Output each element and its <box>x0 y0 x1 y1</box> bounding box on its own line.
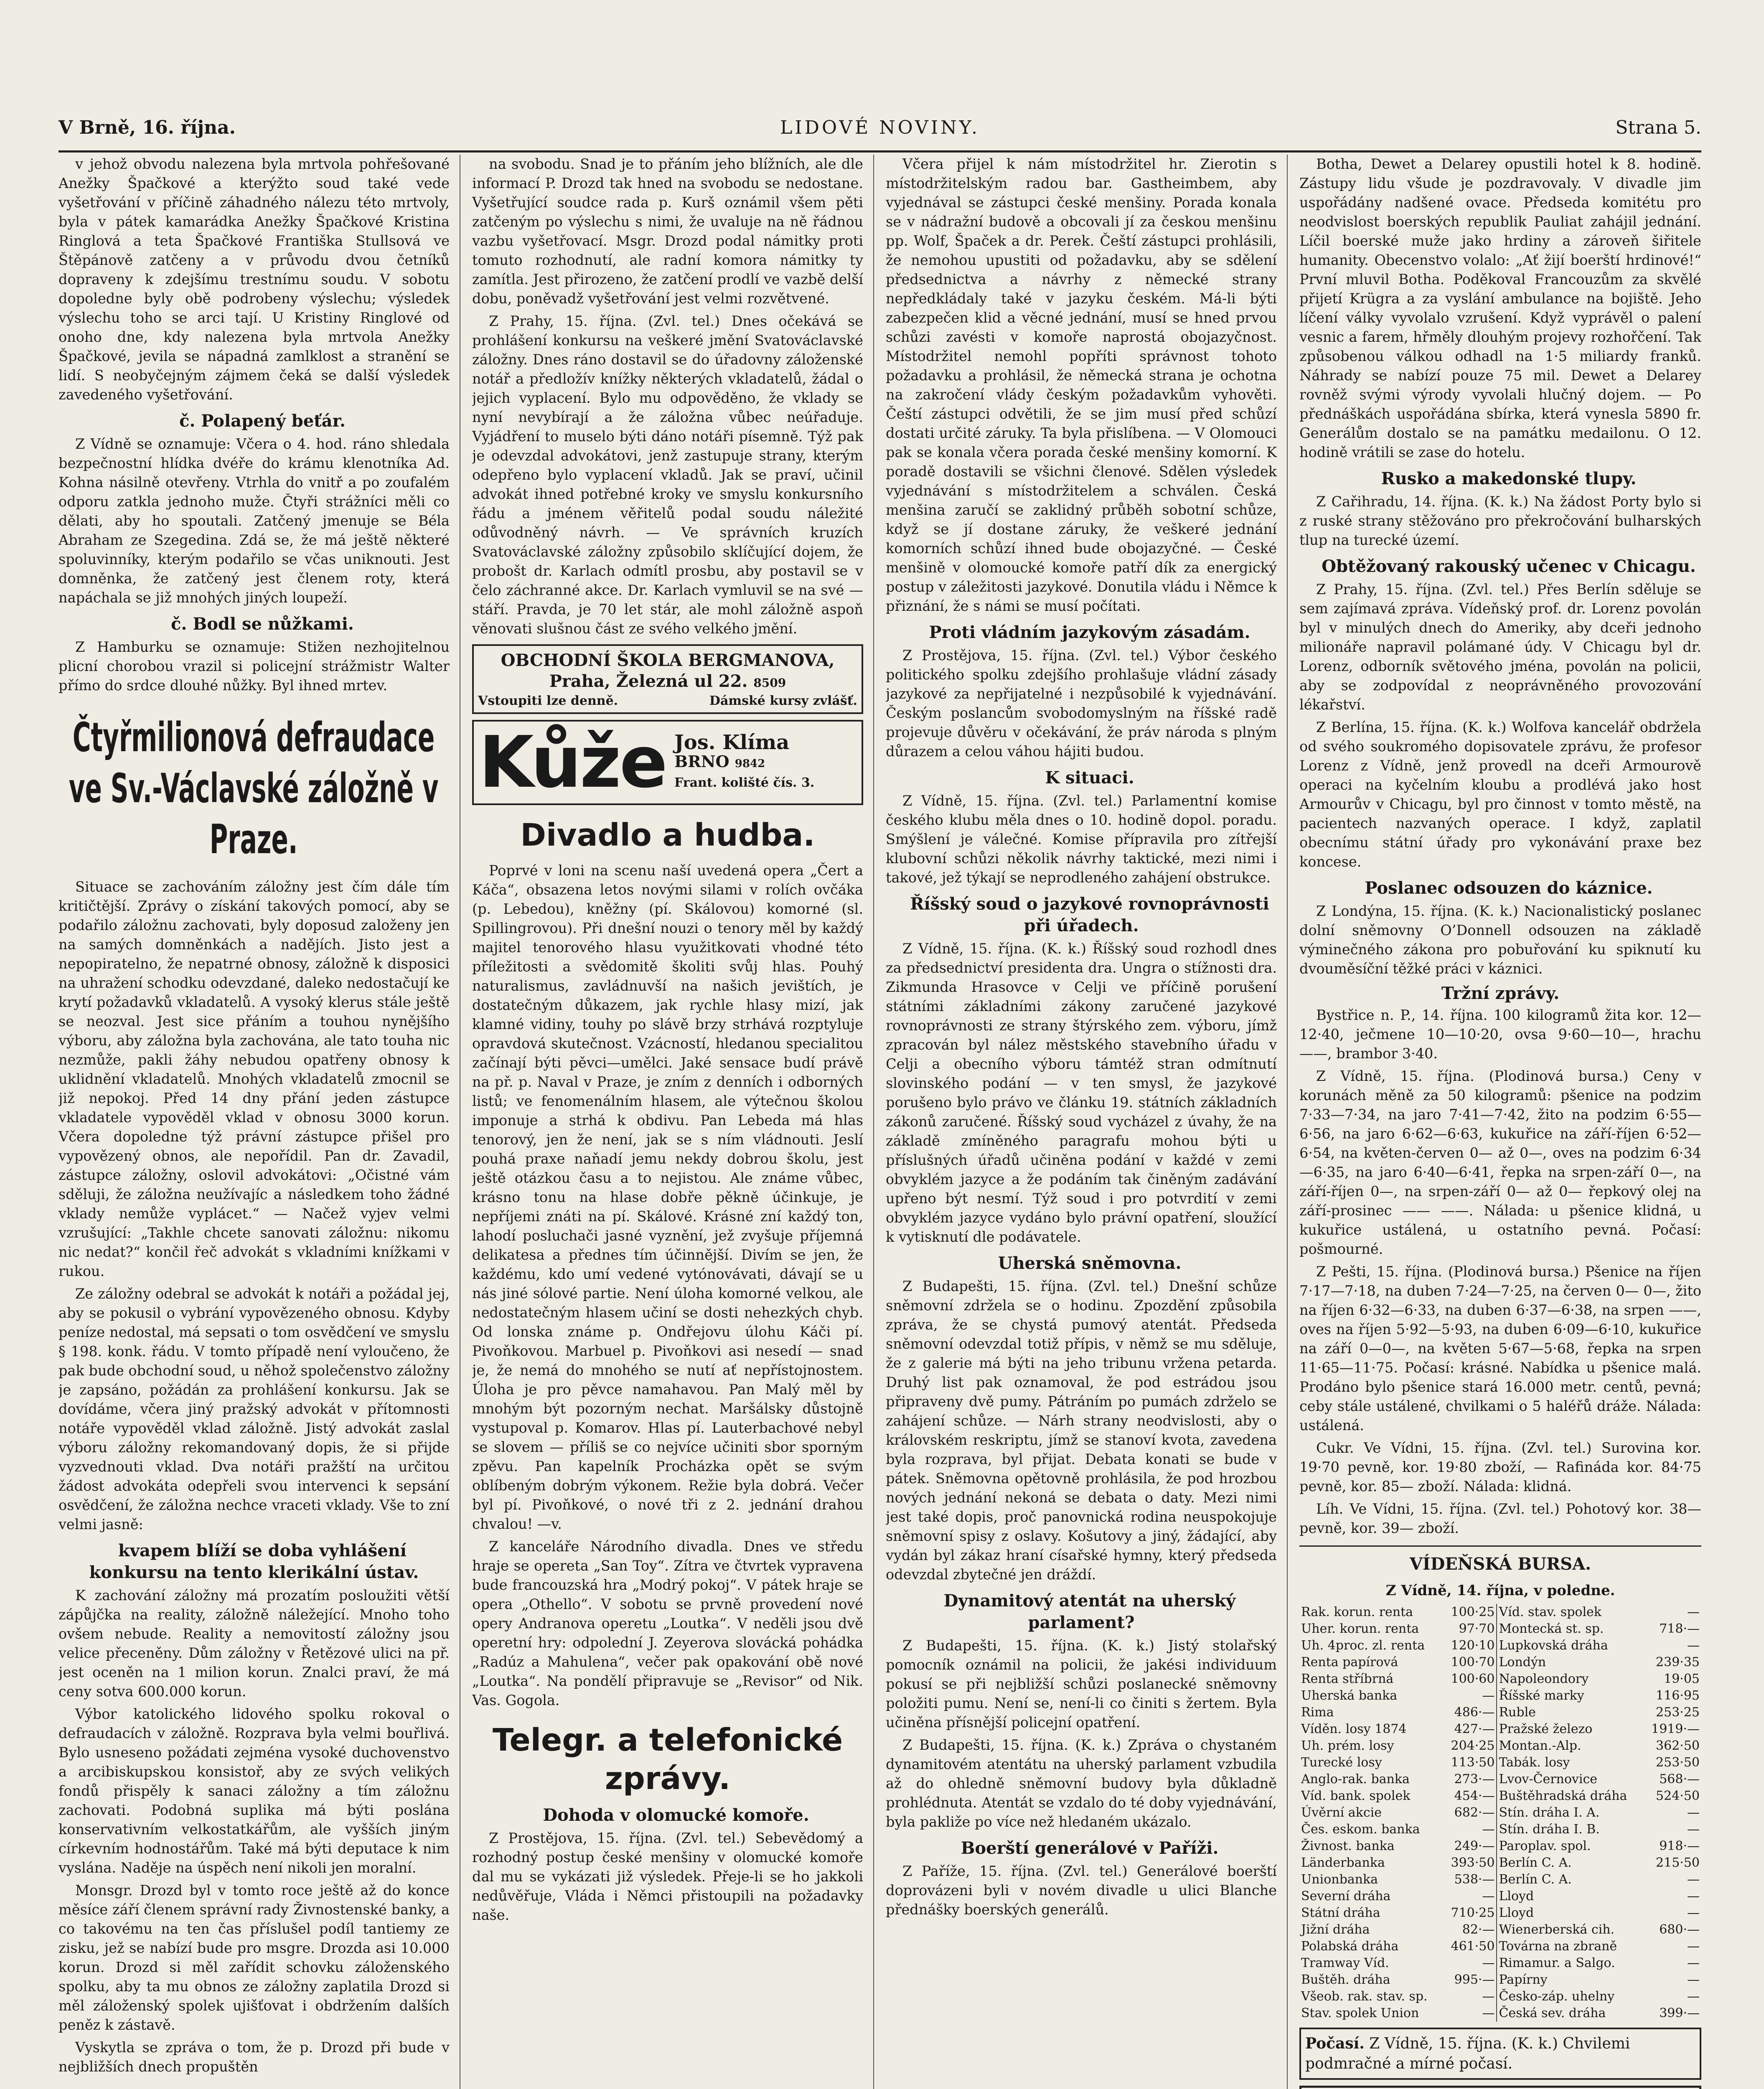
bourse-row <box>1299 1754 1701 1771</box>
bourse-row <box>1299 1921 1701 1938</box>
bourse-value: 204·25 <box>1444 1738 1497 1754</box>
bourse-row <box>1299 1988 1701 2005</box>
article-opera: Poprvé v loni na scenu naší uvedená opera „Čert a Káča“, obsazena letos novými silami v rolích ovčáka (p. Lebedou), kněžny (pí. Skálovou) komorné (sl. Spillingrovou). Při dnešní nouzi o tenory měl by každý majitel tenorového hlasu využitkovati vhodné této příležitosti a svědomitě školiti svůj hlas. Pouhý naturalismus, zavládnuvší na našich jevištích, je dostatečným důkazem, jak rychle hlasy mizí, jak klamné vidiny, touhy po slávě brzy strhává rozptyluje opravdová skutečnost. Vzácností, hledanou specialitou začínají býti pěvci—umělci. Jaké sensace budí právě na př. p. Naval v Praze, je zním z denních i odborných listů; ve fenomenálním hlasem, ale výtečnou školou imponuje a strhá k obdivu. Pan Lebeda má hlas tenorový, jen že není, jak se s ním vládnouti. Jeslí pouhá praxe naňadí jemu nekdy dobrou školu, jest ještě otázkou času a to nejistou. Ale známe vůbec, krásno tonu na hlase dobře pěkně účinkuje, je nepříjemi znáti na pí. Skálové. Krásné zní každý ton, lahodí posluchači jasné vyznění, jež zvyšuje příjemná delikatesa a přednes tím účinnější. Divím se jen, že každému, kdo umí vedené vytónovávati, dávají se u nás jiné sólové partie. Není úloha komorné velkou, ale nedostatečným hlasem učiní se dosti nehezkých chyb. Od lonska známe p. Ondřejovu úlohu Káči pí. Pivoňkovou. Marbuel p. Pivoňkovi asi nesedí — snad je, že nemá do mnohého se nutí ať nepřístojnostem. Úloha je pro pěvce namahavou. Pan Malý měl by mnohým být pozorným nechat. Maršálsky důstojně vystupoval p. Komarov. Hlas pí. Lauterbachové nebyl se slovem — příliš se co nejvíce učiniti sbor sporným zpěvu. Pan kapelník Procházka opět se svým oblíbeným dobrým výkonem. Režie byla dobrá. Večer byl pí. Pivoňkové, o nové tři z 2. jednání drahou chvalou! —v. <box>472 862 863 1532</box>
bourse-name: Länderbanka <box>1301 1855 1385 1870</box>
ad-school-number: 8509 <box>753 676 786 690</box>
article-dohoda: Z Prostějova, 15. října. (Zvl. tel.) Sebevědomý a rozhodný postup české menšiny v olomucké komoře dal mu se vykázati již výsledek. Přeje-li se ho jakkoli nedůvěřuje, Vláda i Němci přistoupili na požadavky naše. <box>472 1830 863 1923</box>
subhead-situace: K situaci. <box>1045 768 1134 788</box>
bourse-name: Renta stříbrná <box>1301 1672 1394 1686</box>
market-viden: Z Vídně, 15. října. (Plodinová bursa.) Ceny v korunách měně za 50 kilogramů: pšenice na podzim 7·33—7·34, na jaro 7·41—7·42, žito na podzim 6·55—6·56, na jaro 6·62—6·63, kukuřice na září-říjen 6·52—6·54, na květen-červen 0— až 0—, oves na podzim 6·34—6·35, na jaro 6·40—6·41, řepka na srpen-září 0—, na září-říjen 0—, na srpen-září 0— až 0— řepkový olej na září-prosinec —— ——. Nálada: u pšenice klidná, u kukuřice ustálená, u ostatního pevná. Počasí: pošmourné. <box>1299 1068 1701 1257</box>
ad-kuze-street: Frant. kolišté čís. 3. <box>674 775 815 790</box>
bourse-value: 538·— <box>1444 1871 1497 1888</box>
column-4 <box>1299 155 1701 2089</box>
bourse-name: Lupkovská dráha <box>1499 1638 1608 1653</box>
ad-kuze-firm <box>674 730 815 793</box>
bourse-value: 253·25 <box>1656 1705 1700 1720</box>
ad-school-right: Dámské kursy zvlášť. <box>709 694 857 708</box>
bourse-name: Víděn. losy 1874 <box>1301 1722 1407 1736</box>
article-kaznice: Z Londýna, 15. října. (K. k.) Nacionalistický poslanec dolní sněmovny O’Donnell odsouzen na základě výminečného zákona pro pobuřování ku spiknutí ku dvouměsíční těžké práci v káznici. <box>1299 903 1701 977</box>
ad-exhibit <box>1299 2086 1701 2089</box>
bourse-row <box>1299 1972 1701 1988</box>
subhead-atentat: Dynamitový atentát na uherský parlament? <box>943 1591 1236 1632</box>
bourse-name: Unionbanka <box>1301 1872 1378 1887</box>
bourse-value: 253·50 <box>1656 1755 1700 1770</box>
bourse-value: 995·— <box>1444 1972 1497 1988</box>
emphasis-konkurs: kvapem blíží se doba vyhlášení konkursu na tento klerikální ústav. <box>89 1541 419 1582</box>
subhead-uherska-snemovna: Uherská sněmovna. <box>998 1253 1182 1273</box>
subhead-betar: č. Polapený beťár. <box>179 411 346 431</box>
ad-kuze-word: Kůže <box>479 721 666 804</box>
bourse-name: Tabák. losy <box>1499 1755 1570 1770</box>
bourse-name: Tramway Víd. <box>1301 1956 1389 1970</box>
bourse-name: Polabská dráha <box>1301 1939 1399 1954</box>
subhead-boerove: Boerští generálové v Paříži. <box>961 1838 1219 1858</box>
ad-kuze <box>472 720 863 805</box>
bourse-name: Berlín C. A. <box>1499 1872 1572 1887</box>
bourse-value: 710·25 <box>1444 1905 1497 1921</box>
bourse-value: — <box>1444 2005 1497 2022</box>
bourse-value: 116·95 <box>1656 1688 1700 1703</box>
bourse-name: Čes. eskom. banka <box>1301 1822 1420 1837</box>
bourse-row <box>1299 1821 1701 1838</box>
bourse-row <box>1299 1637 1701 1654</box>
article-risky-soud: Z Vídně, 15. října. (K. k.) Říšský soud rozhodl dnes za předsednictví presidenta dra. Ungra o stížnosti dra. Zikmunda Hrasovce v Celji ve příčině porušení státními základními zákony zaručené jazykové rovnoprávnosti ze strany štýrského zem. výboru, jímž zpracován byl nález městského stavebního úřadu v Celji a obecního výboru támtéž stran odmítnutí slovinského podání — v ten smysl, že jazykové porušeno bylo právo ve článku 19. státních základních zákonů zaručené. Říšský soud vycházel z úvahy, že na základě zmíněného paragrafu mohou býti u příslušných úřadů učiněna podání v každé v zemi obvyklém jazyce a že podáním tak činěným zadávání upřeno být nesmí. Týž soud i pro potvrdití v zemi obvyklém jazyce vydáno bylo právní opatření, sloužící k vytisknutí dle podávatele. <box>886 940 1277 1245</box>
bourse-name: Víd. bank. spolek <box>1301 1789 1411 1803</box>
subhead-risky-soud: Říšský soud o jazykové rovnoprávnosti při úřadech. <box>910 894 1269 935</box>
ad-obchodni-skola <box>472 644 863 714</box>
bourse-value: 100·60 <box>1444 1671 1497 1687</box>
article-defraudace-1: Situace se zachováním záložny jest čím dále tím kritičtější. Zprávy o získání takových pomocí, aby se podařilo záložnu zachovati, byly doposud založeny jen na samých domněnkách a nadějích. Jisto jest a nepopiratelno, že nepatrné obnosy, záložně k disposici na uhražení schodku odevzdané, daleko nedostačují ke krytí požadavků vkladatelů. A vysoký klerus stále ještě se neozval. Jest sice přáním a touhou nynějšího výboru, aby záložna byla zachována, ale tato touha nic nezmůže, pakli žáhy nebudou opatřeny obnosy k uklidnění vkladatelů. Mnohých vkladatelů zmocnil se již nepokoj. Před 14 dny přání jeden zástupce vkladatele vypověděl vklad v obnosu 3000 korun. Včera dopoledne týž právní zástupce přišel pro vypovězený obnos, ale nepořídil. Pan dr. Zavadil, zástupce záložny, oslovil advokátovi: „Očistné vám sděluji, že záložna neužívajíc a následkem toho žádné vklady nemůže vyplácet.“ — Načež vyjev velmi vzrušující: „Takhle chcete sanovati záložnu: nikomu nic nedat?“ končil řeč advokát s vkladními knížkami v rukou. <box>58 879 450 1279</box>
bourse-name: Severní dráha <box>1301 1889 1391 1903</box>
bourse-name: Ruble <box>1499 1705 1536 1720</box>
bourse-value: — <box>1444 1888 1497 1905</box>
article-lorenz-2: Z Berlína, 15. října. (K. k.) Wolfova kancelář obdržela od svého soukromého dopisovatele zprávu, že profesor Lorenz z Vídně, jenž provedl na dceři Armourově operaci na kyčelním kloubu a prodlévá jako host Armourův v Chicagu, byl pro činnost v tomto městě, na pacientech nazvaných operace. I když, zaplatil obecnímu státní úřady pro vykonávání praxe bez koncese. <box>1299 719 1701 870</box>
bourse-row <box>1299 1855 1701 1871</box>
market-cukr: Cukr. Ve Vídni, 15. října. (Zvl. tel.) Surovina kor. 19·70 pevně, kor. 19·80 zboží, — Rafináda kor. 84·75 pevně, kor. 85— zboží. Nálada: klidná. <box>1299 1440 1701 1494</box>
bourse-value: 120·10 <box>1444 1637 1497 1654</box>
bourse-value: — <box>1687 1638 1700 1653</box>
weather-text: Z Vídně, 15. října. (K. k.) Chvilemi podmračné a mírné počasí. <box>1305 2035 1630 2072</box>
bourse-value: 100·25 <box>1444 1604 1497 1621</box>
bourse-value: — <box>1687 1822 1700 1837</box>
bourse-row <box>1299 1888 1701 1905</box>
bourse-value: 215·50 <box>1656 1855 1700 1870</box>
bourse-row <box>1299 1738 1701 1754</box>
article-komora: Včera přijel k nám místodržitel hr. Zierotin s místodržitelským radou bar. Gastheimbem, aby vyjednával se zástupci české menšiny. Porada konala se v nádražní budově a obcovali jí za českou menšinu pp. Wolf, Špaček a dr. Perek. Čeští zástupci prohlásili, že nemohou upustiti od požadavku, aby se sdělení předsednictva a návrhy z německé strany nepředkládaly také v jazyku českém. Má-li býti zabezpečen klid a věcné jednání, musí se hned prvou schůzi zavésti v komoře naprostá obojazyčnost. Místodržitel nemohl popříti správnost tohoto požadavku a prohlásil, že německá strana je ochotna na zakročení vlády českým požadavkům vyhověti. Čeští zástupci odvětili, že se jim musí před schůzí dostati určité záruky. Ta byla přislíbena. — V Olomouci pak se konala včera porada české menšiny komorní. K poradě dostavili se všichni členové. Sdělen výsledek vyjednávání s místodržitelem a schválen. Česká menšina zaručí se zaklidný průběh sobotní schůze, když se jí dostane záruky, že veškeré jednání komorních schůzí ihned bude obojazyčné. — České menšině v olomoucké komoře patří dík za energický postup v záležitosti jazykové. Donutila vládu i Němce k přiznání, že s námi se musí počítati. <box>886 156 1277 614</box>
bourse-name: Londýn <box>1499 1655 1546 1670</box>
bourse-value: — <box>1687 1972 1700 1987</box>
bourse-name: Uher. korun. renta <box>1301 1621 1419 1636</box>
article-defraudace-6: Vyskytla se zpráva o tom, že p. Drozd při bude v nejbližších dnech propuštěn <box>58 2039 450 2075</box>
bourse-value: — <box>1687 1906 1700 1920</box>
bourse-name: Turecké losy <box>1301 1755 1382 1770</box>
bourse-value: 399·— <box>1659 2006 1700 2020</box>
bourse-row <box>1299 1604 1701 1621</box>
bourse-name: Česko-záp. uhelny <box>1499 1989 1615 2004</box>
bourse-value: 239·35 <box>1656 1655 1700 1670</box>
ad-school-street: Praha, Železná ul 22. <box>549 671 748 691</box>
ad-school-left: Vstoupiti lze denně. <box>478 694 618 708</box>
bourse-name: Státní dráha <box>1301 1906 1380 1920</box>
bourse-name: Lloyd <box>1499 1906 1534 1920</box>
ad-school-address <box>478 671 857 694</box>
column-3 <box>886 155 1288 2089</box>
ad-school-name: OBCHODNÍ ŠKOLA BERGMANOVA, <box>501 651 835 670</box>
bourse-name: Živnost. banka <box>1301 1839 1395 1853</box>
article-narodni-divadlo: Z kanceláře Národního divadla. Dnes ve středu hraje se opereta „San Toy“. Zítra ve čtvrtek vypravena bude francouzská hra „Modrý pokoj“. V pátek hraje se opera „Othello“. V sobotu se prvně provedení nové opery Andranova operetu „Loutka“. V neděli jsou dvě operetní hry: odpolední J. Zeyerova slovácká pohádka „Radúz a Mahulena“, večer pak opakování obě nové „Loutka“. Na pondělí připravuje se „Revisor“ od Nik. Vas. Gogola. <box>472 1538 863 1708</box>
bourse-name: Česká sev. dráha <box>1499 2006 1606 2020</box>
bourse-row <box>1299 1804 1701 1821</box>
bourse-heading: VÍDEŇSKÁ BURSA. <box>1409 1554 1591 1574</box>
headline-divadlo: Divadlo a hudba. <box>520 817 815 853</box>
bourse-name: Říšské marky <box>1499 1688 1584 1703</box>
bourse-name: Rimamur. a Salgo. <box>1499 1956 1615 1970</box>
bourse-value: — <box>1444 1988 1497 2005</box>
bourse-row <box>1299 1771 1701 1788</box>
subhead-jazykove-zasady: Proti vládním jazykovým zásadám. <box>929 623 1251 642</box>
bourse-value: 362·50 <box>1656 1738 1700 1753</box>
market-pest: Z Pešti, 15. října. (Plodinová bursa.) Pšenice na říjen 7·17—7·18, na duben 7·24—7·25, na červen 0— 0—, žito na říjen 6·32—6·33, na duben 6·37—6·38, na srpen ——, oves na říjen 5·92—5·93, na duben 6·09—6·10, kukuřice na září 0—0—, na květen 5·67—5·68, řepka na srpen 11·65—11·75. Počasí: krásné. Nabídka u pšenice malá. Prodáno bylo pšenice stará 16.000 metr. centů, pevná; ceby stále ustálené, chvilkami o 5 haléřů dráže. Nálada: ustálená. <box>1299 1263 1701 1433</box>
page-number: Strana 5. <box>1615 117 1701 138</box>
ad-school-footer <box>478 694 857 708</box>
subhead-nuzky: č. Bodl se nůžkami. <box>171 614 354 634</box>
headline-telegr: Telegr. a telefonické zprávy. <box>492 1722 843 1797</box>
bourse-value: — <box>1444 1687 1497 1704</box>
bourse-name: Jižní dráha <box>1301 1922 1370 1937</box>
bourse-row <box>1299 1955 1701 1972</box>
bourse-name: Napoleondory <box>1499 1672 1589 1686</box>
bourse-value: 1919·— <box>1651 1722 1700 1736</box>
bourse-row <box>1299 1905 1701 1921</box>
bourse-name: Stín. dráha I. B. <box>1499 1822 1600 1837</box>
market-heading: Tržní zprávy. <box>1441 984 1560 1003</box>
bourse-row <box>1299 1938 1701 1955</box>
article-situace: Z Vídně, 15. října. (Zvl. tel.) Parlamentní komise českého klubu měla dnes o 10. hodině dopol. poradu. Smýšlení je válečné. Komise přípravila pro zítřejší klubovní schůzi několik návrhy taktické, mezi nimi i takové, jež týkají se neprodleného zahájení obstrukce. <box>886 793 1277 886</box>
columns <box>58 155 1701 2089</box>
bourse-name: Renta papírová <box>1301 1655 1398 1670</box>
bourse-value: 486·— <box>1444 1704 1497 1721</box>
bourse-row <box>1299 1788 1701 1804</box>
bourse-name: Buštěh. dráha <box>1301 1972 1390 1987</box>
ad-kuze-number: 9842 <box>735 757 765 770</box>
bourse-value: 113·50 <box>1444 1754 1497 1771</box>
bourse-name: Rak. korun. renta <box>1301 1605 1413 1619</box>
bourse-row <box>1299 1721 1701 1738</box>
article-uherska-snemovna: Z Budapešti, 15. října. (Zvl. tel.) Dnešní schůze sněmovní zdržela se o hodinu. Zpozdění způsobila zpráva, že se chystá pumový atentát. Předseda sněmovní odevzdal totiž přípis, v němž se mu sděluje, že z galerie má býti na jeho tribunu vržena petarda. Druhý list pak oznamoval, že pod estrádou jsou připraveny dvě pumy. Pátráním po pumách zdrželo se zahájení schůze. — Nárh strany neodvislosti, aby o královském reskriptu, jímž se stanoví kvota, zavedena byla rozprava, byl přijat. Debata konati se bude v pátek. Sněmovna opětovně prohlásila, že pod hrozbou nových jednání nekoná se debata o daty. Mezi nimi jest také dopis, proč panovnická rodina neuspokojuje sněmovní spisy z oslavy. Košutovy a jiný, žádající, aby vydán byl zákaz hraní císařské hymny, který předseda odevzdal zbytečné jen dráždí. <box>886 1278 1277 1583</box>
article-konkurs: Z Prahy, 15. října. (Zvl. tel.) Dnes očekává se prohlášení konkursu na veškeré jmění Svatováclavské záložny. Dnes ráno dostavil se do úřadovny záloženské notář a předložív knížky některých vkladatelů, žádal o jejich vyplacení. Bylo mu odpověděno, že vklady se nyní nevybírají a že záložna vůbec neúřaduje. Vyjádření to muselo býti dáno notáři písemně. Týž pak je odevzdal advokátovi, jenž zastupuje strany, kterým odepřeno bylo vyplacení vkladů. Jak se praví, učinil advokát ihned potřebné kroky ve smyslu konkursního řádu a jménem věřitelů podal soudu náležité odůvodněný návrh. — Ve správních kruzích Svatováclavské záložny způsobilo sklíčující dojem, že probošt dr. Karlach odmítl prosbu, aby postavil se v čelo záchranné akce. Dr. Karlach vymluvil se na své — stáří. Pravda, je 70 let stár, ale mohl záložně aspoň věnovati slušnou část ze svého velkého jmění. <box>472 313 863 637</box>
subhead-lorenz: Obtěžovaný rakouský učenec v Chicagu. <box>1322 557 1696 576</box>
article-defraudace-4: Výbor katolického lidového spolku rokoval o defraudacích v záložně. Rozprava byla velmi bouřlivá. Bylo usneseno požádati zejména vysoké duchovenstvo a arcibiskupskou konsistoř, aby ze svých velikých fondů přispěly k sanaci záložny a tím záložnu zachovati. Podobná suplika má býti poslána konservativním velkostatkářům, ale vyšších jiným církevním hodnostářům. Také má býti deputace k nim vyslána. Naděje na úspěch není nikoli jen moralní. <box>58 1706 450 1876</box>
bourse-name: Uh. 4proc. zl. renta <box>1301 1638 1425 1653</box>
bourse-name: Uherská banka <box>1301 1688 1398 1703</box>
bourse-value: 918·— <box>1659 1839 1700 1853</box>
article-defraudace-2: Ze záložny odebral se advokát k notáři a požádal jej, aby se pokusil o vybrání vypovězeného obnosu. Kdyby peníze nedostal, má sepsati o tom osvědčení ve smyslu § 198. konk. řádu. V tomto případě není vyloučeno, že pak bude obchodní soud, u něhož společenstvo záložny je zapsáno, požádán za prohlášení konkursu. Jak se dovídáme, včera jiný pražský advokát v přítomnosti notáře vypověděl vklad záložně. Jistý advokát zaslal výboru záložny rekomandovaný dopis, že si přijde vyzvednouti vklad. Dva notáři pražští na určitou žádost advokáta odepřeli svou intervenci k sepsání osvědčení, že záložna nechce vraceti vklady. Vše to zní velmi jasně: <box>58 1286 450 1532</box>
bourse-name: Anglo-rak. banka <box>1301 1772 1410 1787</box>
bourse-value: 427·— <box>1444 1721 1497 1738</box>
bourse-name: Lloyd <box>1499 1889 1534 1903</box>
subhead-rusko: Rusko a makedonské tlupy. <box>1381 469 1637 488</box>
subhead-kaznice: Poslanec odsouzen do káznice. <box>1365 878 1653 898</box>
bourse-name: Wienerberská cih. <box>1499 1922 1615 1937</box>
bourse-body <box>1299 1604 1701 2022</box>
market-lih: Líh. Ve Vídni, 15. října. (Zvl. tel.) Pohotový kor. 38— pevně, kor. 39— zboží. <box>1299 1501 1701 1536</box>
article-betar: Z Vídně se oznamuje: Včera o 4. hod. ráno shledala bezpečnostní hlídka dvéře do krámu klenotníka Ad. Kohna násilně otevřeny. Vtrhla do vnitř a po zoufalém odporu zatkla jednoho muže. Čtyři strážníci měli co dělati, aby ho spoutali. Zatčený jmenuje se Béla Abraham ze Szegedina. Zdá se, že má ještě některé spoluvinníky, kterým podařilo se včas uniknouti. Jest domněnka, že zatčený jest členem roty, která napáchala se již mnohých jiných loupeží. <box>58 436 450 606</box>
bourse-value: 568·— <box>1659 1772 1700 1787</box>
bourse-name: Víd. stav. spolek <box>1499 1605 1601 1619</box>
bourse-subheading: Z Vídně, 14. října, v poledne. <box>1385 1582 1615 1599</box>
bourse-value: 718·— <box>1659 1621 1700 1636</box>
bourse-row <box>1299 1671 1701 1687</box>
bourse-name: Montecká st. sp. <box>1499 1621 1604 1636</box>
bourse-value: — <box>1687 1939 1700 1954</box>
weather-box <box>1299 2028 1701 2080</box>
bourse-row <box>1299 2005 1701 2022</box>
header-date: V Brně, 16. října. <box>58 117 236 138</box>
article-drozd: na svobodu. Snad je to přáním jeho blížních, ale dle informací P. Drozd tak hned na svobodu se nedostane. Vyšetřující soudce rada p. Kurš oznámil všem pěti zatčeným po výslechu s nimi, že uvaluje na ně řádnou vazbu vyšetřovací. Msgr. Drozd podal námitky proti tomuto rozhodnutí, ale radní komora námitky ty zamítla. Jest přirozeno, že zatčení prodlí ve vazbě delší dobu, poněvadž vyšetřování jest velmi rozvětvené. <box>472 156 863 307</box>
bourse-value: 82·— <box>1444 1921 1497 1938</box>
bourse-name: Pražské železo <box>1499 1722 1593 1736</box>
bourse-value: 19·05 <box>1664 1672 1700 1686</box>
divider <box>1299 1545 1701 1547</box>
column-1 <box>58 155 460 2089</box>
bourse-value: 393·50 <box>1444 1855 1497 1871</box>
bourse-name: Všeob. rak. stav. sp. <box>1301 1989 1428 2004</box>
bourse-name: Stín. dráha I. A. <box>1499 1805 1600 1820</box>
article-nuzky: Z Hamburku se oznamuje: Stižen nezhojitelnou plicní chorobou vrazil si policejní strážmistr Walter přímo do srdce dlouhé nůžky. Byl ihned mrtev. <box>58 639 450 694</box>
article-rusko: Z Cařihradu, 14. října. (K. k.) Na žádost Porty bylo si z ruské strany stěžováno pro překročování bulharských tlup na turecké území. <box>1299 493 1701 548</box>
bourse-name: Montan.-Alp. <box>1499 1738 1581 1753</box>
article-defraudace-3: K zachování záložny má prozatím posloužiti větší zápůjčka na reality, záložně náležející. Mnoho toho ovšem nebude. Reality a nemovitostí záložny jsou velice přeceněny. Dům záložny v Řetězové ulici na př. jest oceněn na 1 milion korun. Znalci praví, že má ceny sotva 600.000 korun. <box>58 1587 450 1700</box>
bourse-value: 97·70 <box>1444 1621 1497 1637</box>
bourse-value: 100·70 <box>1444 1654 1497 1671</box>
bourse-value: — <box>1687 1989 1700 2004</box>
article-boerove: Z Paříže, 15. října. (Zvl. tel.) Generálové boerští doprovázeni byli v novém divadle u ulici Blanche přednášky boerských generálů. <box>886 1863 1277 1918</box>
newspaper-title: LIDOVÉ NOVINY. <box>780 117 980 138</box>
article-boerove-cont: Botha, Dewet a Delarey opustili hotel k 8. hodině. Zástupy lidu všude je pozdravovaly. V divadle jim uspořádány nadšené ovace. Předseda komitétu pro neodvislost boerských republik Pauliat zahájil jednání. Líčil boerské muže jako hrdiny a zároveň šiřitele humanity. Obecenstvo volalo: „Ať žijí boerští hrdinové!“ První mluvil Botha. Poděkoval Francouzům za skvělé přijetí Krügra a za vyslání ambulance na bojiště. Jeho líčení války vyvolalo vzrušení. Když vyprávěl o palení vesnic a farem, hřměly dlouhým projevy rozhořčení. Tak způsobenou válkou odhadl na 1·5 miliardy franků. Náhrady se nabízí pouze 75 mil. Dewet a Delarey rovněž svými výrody vyvolali hlučný dojem. — Po přednáškách uspořádána sbírka, která vynesla 5890 fr. Generálům dostalo se na památku medailonu. O 12. hodině vrátili se zase do hotelu. <box>1299 156 1701 460</box>
bourse-row <box>1299 1838 1701 1855</box>
bourse-name: Uh. prém. losy <box>1301 1738 1394 1753</box>
column-2 <box>472 155 874 2089</box>
article-atentat-1: Z Budapešti, 15. října. (K. k.) Jistý stolařský pomocník oznámil na policii, že jakési individuum pokusí se při nejbližší schůzi poslanecké sněmovny položiti pumu. Není se, není-li co činiti s žertem. Byla učiněna přísnější policejní opatření. <box>886 1637 1277 1731</box>
bourse-value: — <box>1444 1821 1497 1838</box>
bourse-value: — <box>1444 1955 1497 1972</box>
market-bystrice: Bystřice n. P., 14. října. 100 kilogramů žita kor. 12—12·40, ječmene 10—10·20, ovsa 9·60—10—, hrachu ——, brambor 3·40. <box>1299 1007 1701 1062</box>
bourse-name: Úvěrní akcie <box>1301 1805 1382 1820</box>
bourse-value: 680·— <box>1659 1922 1700 1937</box>
article-atentat-2: Z Budapešti, 15. října. (K. k.) Zpráva o chystaném dynamitovém atentátu na uherský parlament vzbudila až do ohledně sněmovní budovy byla důkladně prohlédnuta. Atentát se vzdalo do té doby vyjednávání, byla pakliže po více než hledaném ukázalo. <box>886 1737 1277 1830</box>
bourse-name: Berlín C. A. <box>1499 1855 1572 1870</box>
bourse-name: Továrna na zbraně <box>1499 1939 1617 1954</box>
bourse-value: — <box>1687 1805 1700 1820</box>
bourse-value: — <box>1687 1889 1700 1903</box>
bourse-name: Lvov-Černovice <box>1499 1772 1598 1787</box>
bourse-name: Paroplav. spol. <box>1499 1839 1591 1853</box>
headline-defraudace: Čtyřmilionová defraudace ve Sv.-Václavské záložně v Praze. <box>69 714 439 863</box>
bourse-value: — <box>1687 1605 1700 1619</box>
bourse-table <box>1299 1604 1701 2022</box>
page-header <box>58 113 1701 152</box>
subhead-dohoda: Dohoda v olomucké komoře. <box>543 1805 809 1825</box>
bourse-value: 682·— <box>1444 1804 1497 1821</box>
bourse-value: 461·50 <box>1444 1938 1497 1955</box>
ad-kuze-city: BRNO <box>674 752 729 771</box>
article-jazykove-zasady: Z Prostějova, 15. října. (Zvl. tel.) Výbor českého politického spolku zdejšího prohlašuje vládní zásady jazykové za nepřijatelné i nezpůsobilé k vyjednávání. Českým poslancům svobodomyslným na říšské radě projevuje důvěru v očekávání, že práv národa s plným důrazem a celou váhou hájiti budou. <box>886 647 1277 760</box>
bourse-name: Stav. spolek Union <box>1301 2006 1419 2020</box>
bourse-value: 524·50 <box>1656 1789 1700 1803</box>
bourse-name: Buštěhradská dráha <box>1499 1789 1627 1803</box>
bourse-value: 454·— <box>1444 1788 1497 1804</box>
bourse-row <box>1299 1871 1701 1888</box>
bourse-row <box>1299 1654 1701 1671</box>
bourse-row <box>1299 1621 1701 1637</box>
ad-kuze-name: Jos. Klíma <box>674 730 790 754</box>
bourse-name: Rima <box>1301 1705 1334 1720</box>
article-spackova: v jehož obvodu nalezena byla mrtvola pohřešované Anežky Špačkové a kterýžto soud také vede vyšetřování v příčině záhadného nálezu této mrtvoly, byla v pátek kamarádka Anežky Špačkové Kristina Ringlová a teta Špačkové Františka Stullsová ve Štěpánově zatčeny a v průvodu dvou četníků dopraveny k zdejšímu trestnímu soudu. V sobotu dopoledne byly obě podrobeny výslechu; výsledek výslechu toho se arci tají. U Kristiny Ringlové od onoho dne, kdy nalezena byla mrtvola Anežky Špačkové, jevila se nápadná zamlklost a stranění se lidí. S neobyčejným zájmem čeká se další výsledek zavedeného vyšetřování. <box>58 156 450 403</box>
bourse-row <box>1299 1704 1701 1721</box>
bourse-row <box>1299 1687 1701 1704</box>
bourse-value: 249·— <box>1444 1838 1497 1855</box>
weather-label: Počasí. <box>1305 2035 1365 2052</box>
article-lorenz-1: Z Prahy, 15. října. (Zvl. tel.) Přes Berlín sděluje se sem zajímavá zpráva. Vídeňský prof. dr. Lorenz povolán byl v minulých dnech do Ameriky, aby dceři jednoho milionáře napravil polámané údy. V Chicagu byl dr. Lorenz, odborník světového jména, povolán na policii, aby se zodpovídal z neoprávněného provozování lékařství. <box>1299 581 1701 713</box>
bourse-value: — <box>1687 1872 1700 1887</box>
bourse-value: 273·— <box>1444 1771 1497 1788</box>
bourse-value: — <box>1687 1956 1700 1970</box>
ad-kuze-city-line <box>674 752 814 773</box>
bourse-name: Papírny <box>1499 1972 1548 1987</box>
article-defraudace-5: Monsgr. Drozd byl v tomto roce ještě až do konce měsíce září členem správní rady Živnostenské banky, a co takovému na ten čas příslušel podíl tantiemy ze zisku, jež se nabízí bude pro msgre. Drozda asi 10.000 korun. Drozd si měl zařídit schovku záloženského spolku, aby ta mu obnos ze záložny zaplatila Drozd si měl záloženský spolek ujišťovat i obdržením dalších peněz k zástavě. <box>58 1882 450 2033</box>
